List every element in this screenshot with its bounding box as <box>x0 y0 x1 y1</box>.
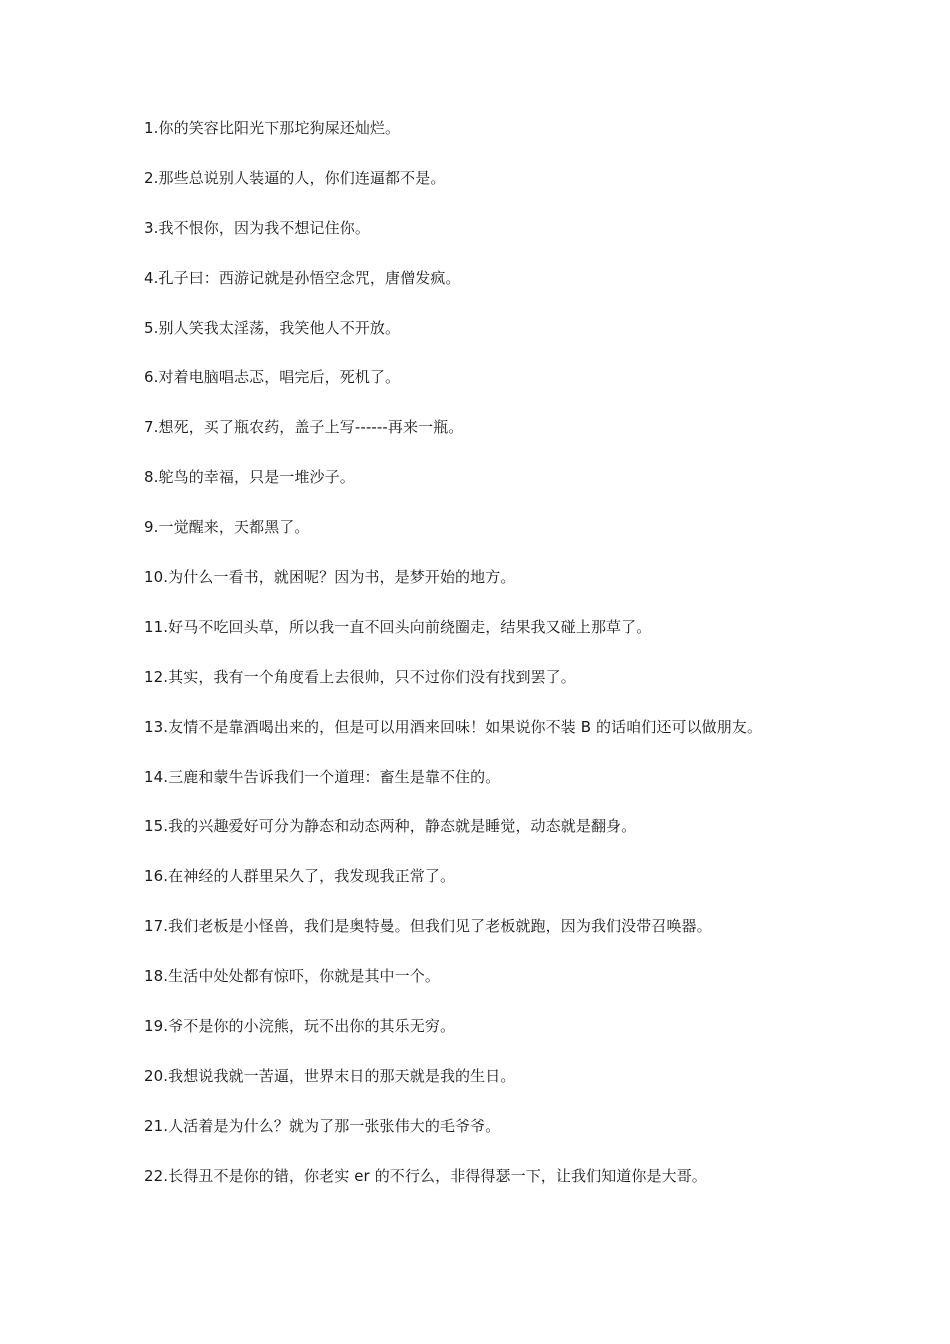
list-item: 4.孔子曰：西游记就是孙悟空念咒，唐僧发疯。 <box>144 268 461 287</box>
list-item: 3.我不恨你，因为我不想记住你。 <box>144 218 370 237</box>
list-item: 1.你的笑容比阳光下那坨狗屎还灿烂。 <box>144 119 401 137</box>
list-item: 20.我想说我就一苦逼，世界末日的那天就是我的生日。 <box>144 1066 516 1085</box>
list-item: 17.我们老板是小怪兽，我们是奥特曼。但我们见了老板就跑，因为我们没带召唤器。 <box>144 917 712 936</box>
list-item: 13.友情不是靠酒喝出来的，但是可以用酒来回味！如果说你不装 B 的话咱们还可以做朋友。 <box>144 717 763 736</box>
joke-list <box>144 116 844 1214</box>
list-item: 10.为什么一看书，就困呢？因为书，是梦开始的地方。 <box>144 568 516 587</box>
list-item: 5.别人笑我太淫荡，我笑他人不开放。 <box>144 318 401 337</box>
list-item: 9.一觉醒来，天都黑了。 <box>144 518 310 537</box>
list-item: 21.人活着是为什么？就为了那一张张伟大的毛爷爷。 <box>144 1116 501 1135</box>
list-item: 22.长得丑不是你的错，你老实 er 的不行么，非得得瑟一下，让我们知道你是大哥。 <box>144 1166 707 1185</box>
list-item: 14.三鹿和蒙牛告诉我们一个道理：畜生是靠不住的。 <box>144 767 501 786</box>
list-item: 19.爷不是你的小浣熊，玩不出你的其乐无穷。 <box>144 1017 456 1036</box>
list-item: 2.那些总说别人装逼的人，你们连逼都不是。 <box>144 168 446 187</box>
list-item: 15.我的兴趣爱好可分为静态和动态两种，静态就是睡觉，动态就是翻身。 <box>144 817 637 836</box>
list-item: 11.好马不吃回头草，所以我一直不回头向前绕圈走，结果我又碰上那草了。 <box>144 617 652 636</box>
list-item: 12.其实，我有一个角度看上去很帅，只不过你们没有找到罢了。 <box>144 667 576 686</box>
list-item: 8.鸵鸟的幸福，只是一堆沙子。 <box>144 468 355 487</box>
list-item: 18.生活中处处都有惊吓，你就是其中一个。 <box>144 967 440 986</box>
list-item: 16.在神经的人群里呆久了，我发现我正常了。 <box>144 867 456 886</box>
list-item: 6.对着电脑唱忐忑，唱完后，死机了。 <box>144 368 401 387</box>
list-item: 7.想死，买了瓶农药，盖子上写------再来一瓶。 <box>144 418 464 437</box>
